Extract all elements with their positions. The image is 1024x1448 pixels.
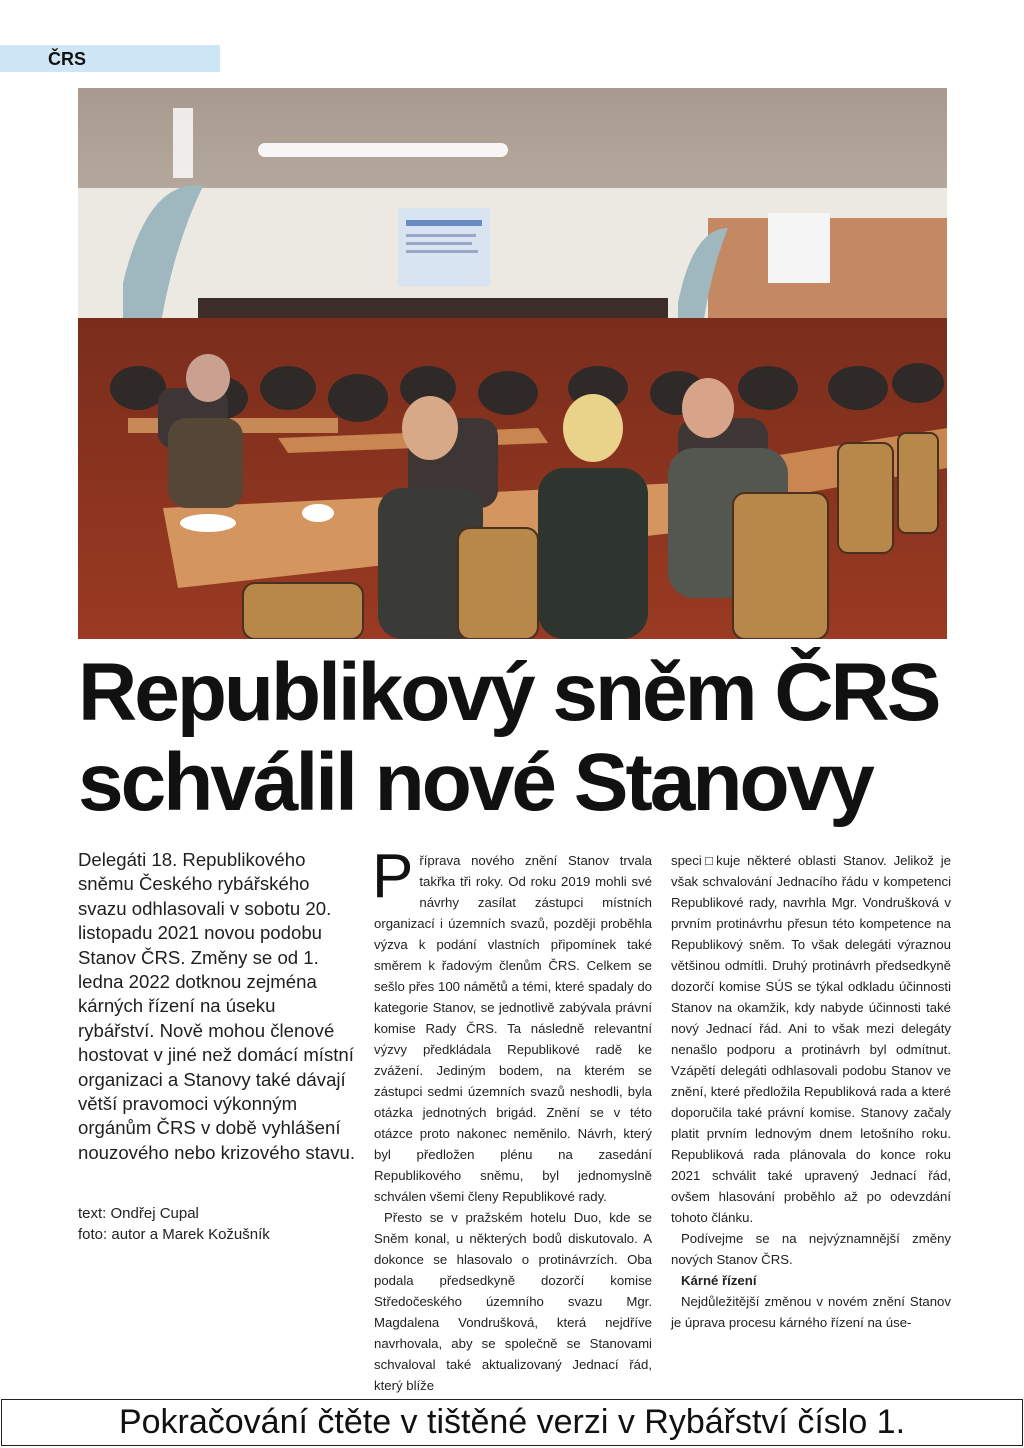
article-lead: Delegáti 18. Republikového sněmu Českého rybářského svazu odhlasovali v sobotu 20. listopadu 2021 novou podobu Stanov ČRS. Změny se od 1. ledna 2022 dotknou zejména kárných řízení na úseku rybářství. Nově mohou členové hostovat v jiné než domácí místní organizaci a Stanovy také dávají větší pravomoci výkonným orgánům ČRS v době vyhlášení nouzového nebo krizového stavu.	[78, 849, 356, 1163]
body-paragraph-text: říprava nového znění Stanov trvala takřka tři roky. Od roku 2019 mohli své návrhy zasílat zástupci místních organizací i územních svazů, později proběhla výzva k podání vlastních připomínek také směrem k řadovým členům ČRS. Celkem se sešlo přes 100 námětů a témi, které spadaly do kategorie Stanov, se jednotlivě zabývala právní komise Rady ČRS. Ta následně relevantní výzvy předkládala Republikové radě ke zvážení. Jediným bodem, na kterém se zástupci sedmi územních svazů neshodli, byla otázka jednotných brigád. Znění se v této otázce proto nakonec neměnilo. Návrh, který byl předložen plénu na zasedání Republikového sněmu, byl jednomyslně schválen všemi členy Republikové rady.	[374, 853, 652, 1204]
section-label: ČRS	[0, 45, 220, 72]
credit-text: text: Ondřej Cupal	[78, 1205, 199, 1222]
continue-notice: Pokračování čtěte v tištěné verzi v Rybářství číslo 1.	[1, 1399, 1023, 1446]
credit-photo: foto: autor a Marek Kožušník	[78, 1226, 270, 1243]
conference-photo-image	[78, 88, 947, 639]
body-paragraph: Nejdůležitější změnou v novém znění Stanov je úprava procesu kárného řízení na úse-	[671, 1294, 951, 1330]
body-paragraph: speci□kuje některé oblasti Stanov. Jelikož je však schvalování Jednacího řádu v kompetenci Republikové rady, navrhla Mgr. Vondrušková v prvním protinávrhu přesun této kompetence na Republikový sněm. To však delegáti výraznou většinou odmítli. Druhý protinávrh předsedkyně dozorčí komise SÚS se týkal odkladu účinnosti Stanov na okamžik, kdy nabyde účinnosti také nový Jednací řád. Ani to však mezi delegáty nenašlo podporu a protinávrh byl odmítnut. Vzápětí delegáti odhlasovali podobu Stanov ve znění, které předložila Republiková rada a které doporučila také právní komise. Stanovy začaly platit prvním lednovým dnem letošního roku. Republiková rada plánovala do konce roku 2021 schválit také upravený Jednací řád, ovšem hlasování proběhlo až po odevzdání tohoto článku.	[671, 853, 951, 1225]
body-paragraph: Podívejme se na nejvýznamnější změny nových Stanov ČRS.	[671, 1231, 951, 1267]
drop-cap: P	[372, 842, 414, 911]
article-credits	[78, 1203, 356, 1245]
article-subhead: Kárné řízení	[681, 1273, 757, 1288]
article-headline	[78, 648, 958, 828]
article-column-3	[671, 850, 951, 1333]
article-column-2	[372, 842, 652, 1396]
conference-photo	[78, 88, 947, 639]
headline-line-1: Republikový sněm ČRS	[78, 647, 939, 738]
body-paragraph	[372, 842, 652, 1207]
body-paragraph: Přesto se v pražském hotelu Duo, kde se Sněm konal, u některých bodů diskutovalo. A dokonce se hlasovalo o protinávrzích. Oba podala předsedkyně dozorčí komise Středočeského územního svazu Mgr. Magdalena Vondrušková, která nejdříve navrhovala, aby se společně se Stanovami schvaloval také aktualizovaný Jednací řád, který blíže	[374, 1210, 652, 1393]
headline-line-2: schválil nové Stanovy	[78, 737, 872, 828]
